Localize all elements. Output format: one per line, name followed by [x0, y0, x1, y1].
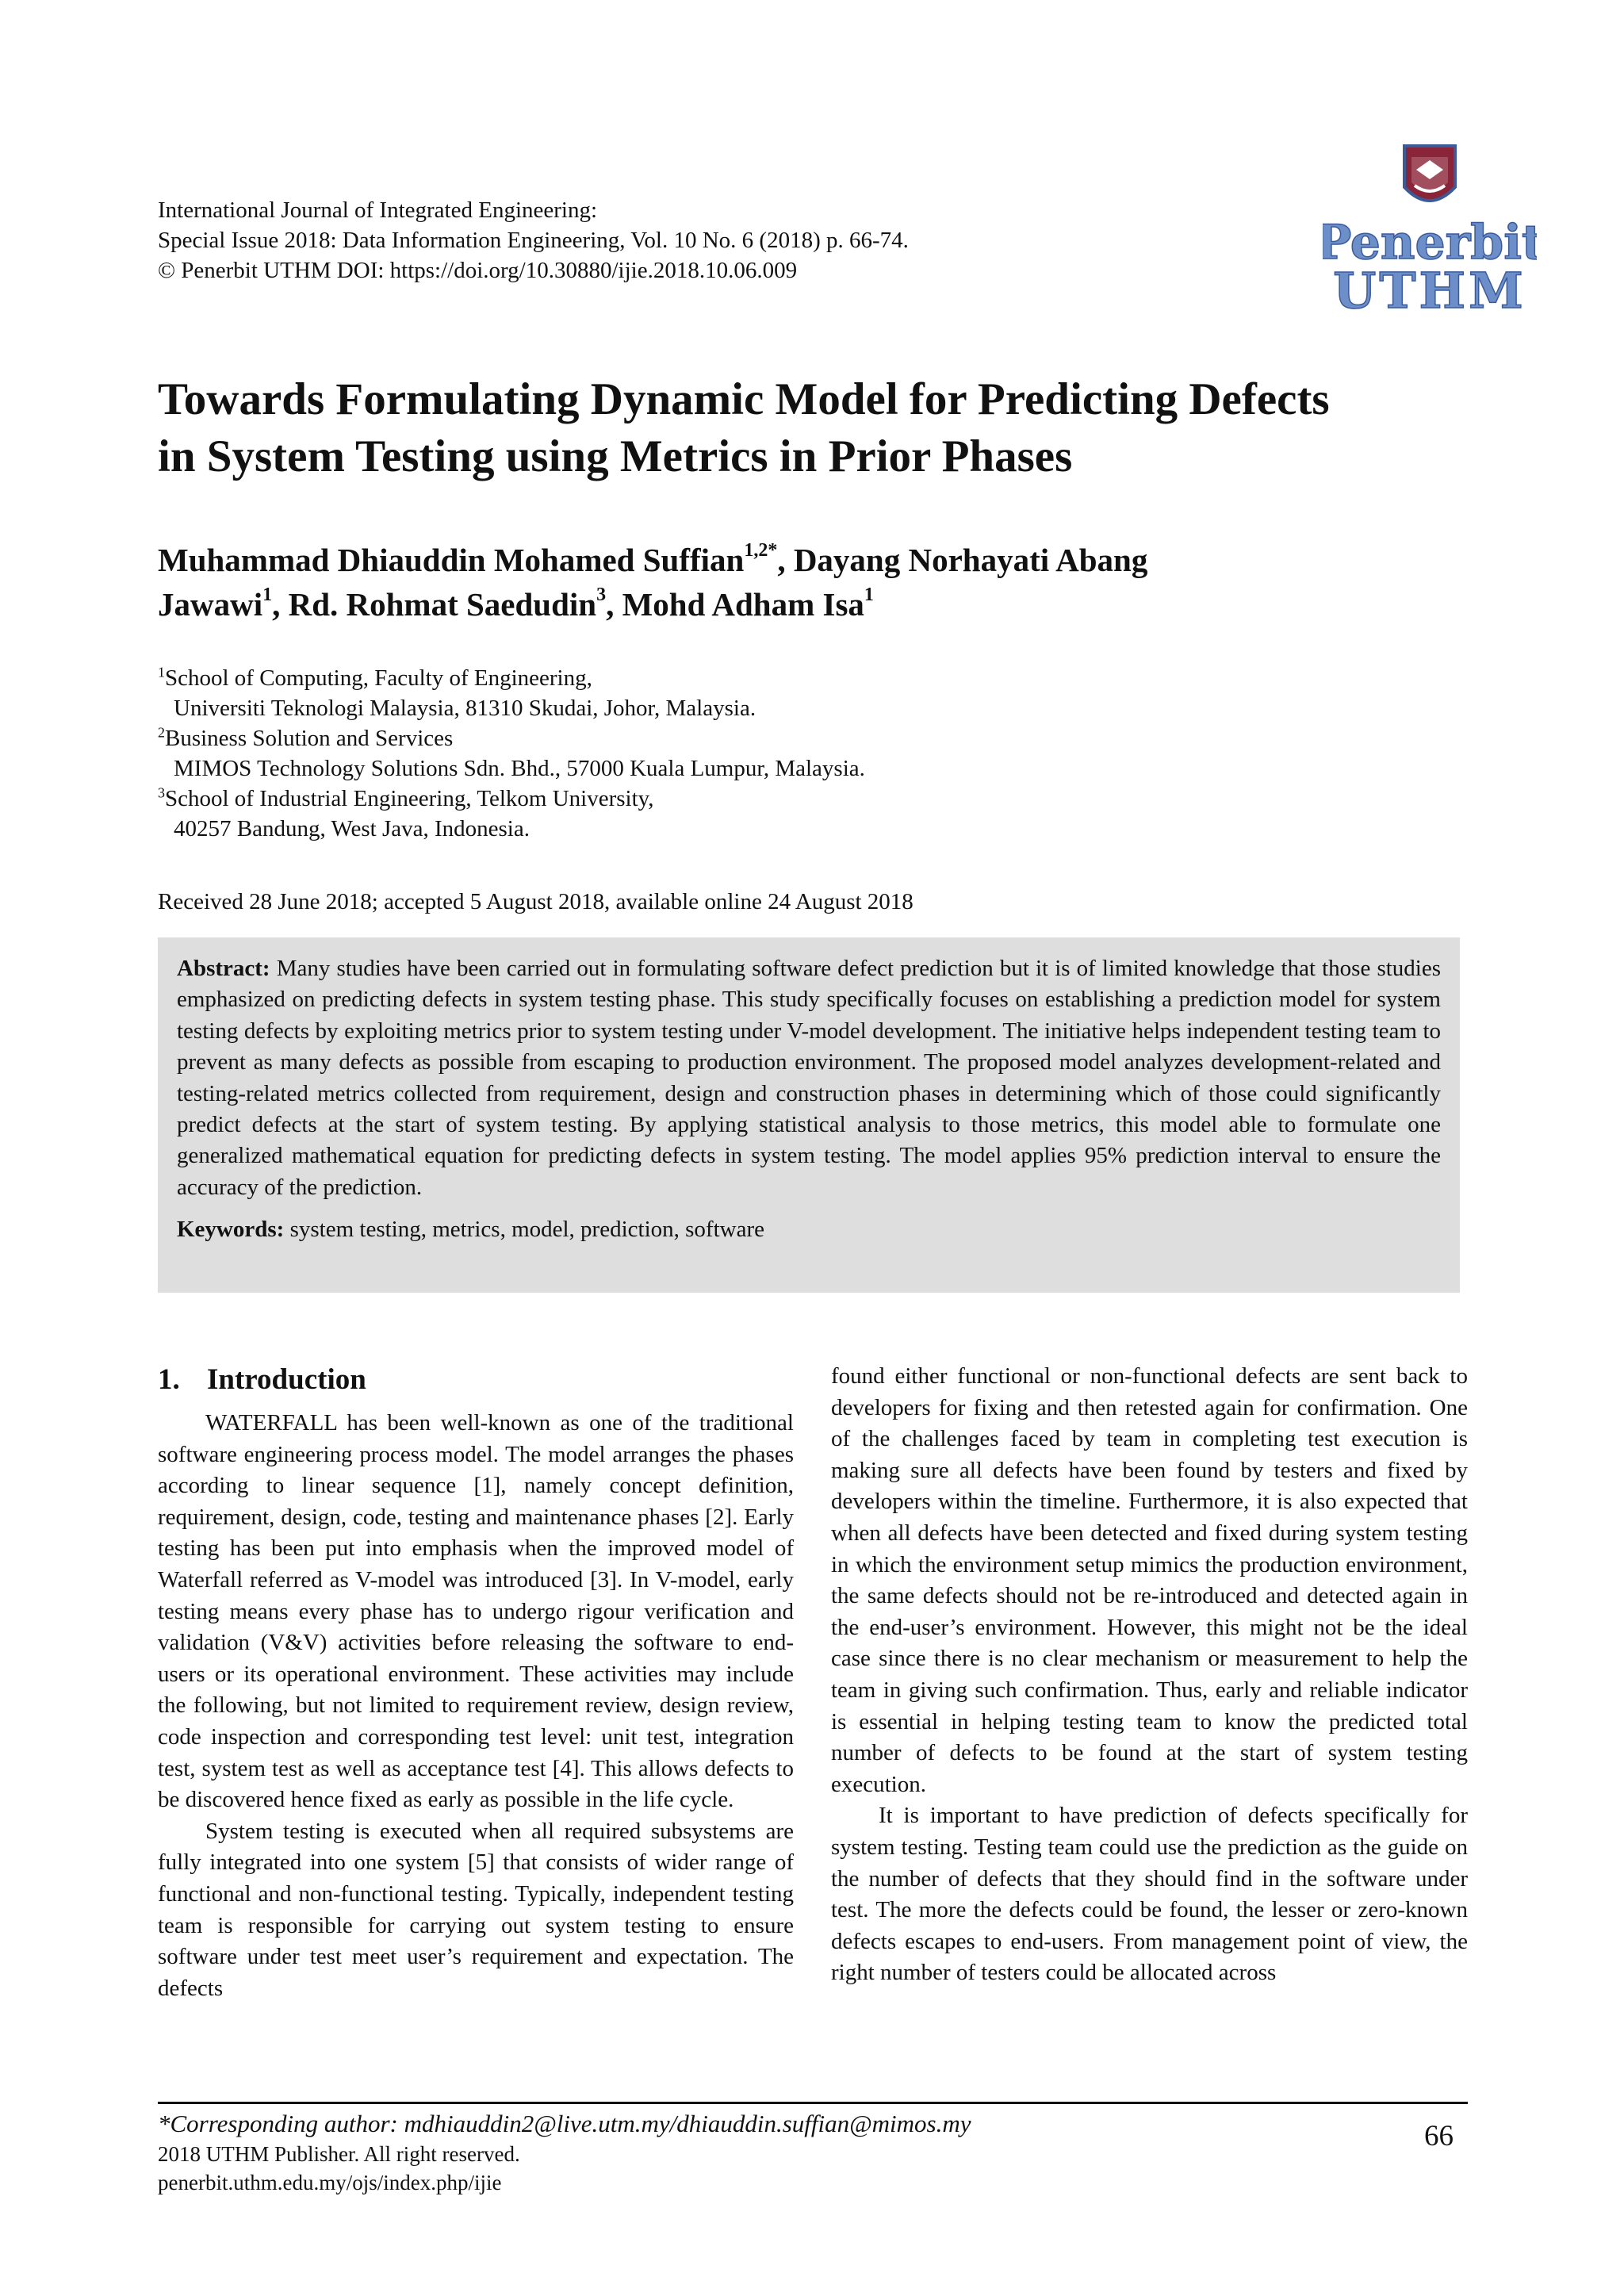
affiliations	[158, 663, 1427, 844]
keywords-text: system testing, metrics, model, prediction, software	[289, 1217, 764, 1243]
paper-title	[158, 371, 1474, 485]
keywords	[177, 1214, 1441, 1244]
body-column-right	[831, 1361, 1468, 1989]
affiliation-3-name: School of Industrial Engineering, Telkom University,	[165, 786, 654, 811]
penerbit-uthm-logo	[1323, 141, 1537, 316]
affiliation-2-sup: 2	[158, 724, 165, 741]
journal-url: penerbit.uthm.edu.my/ojs/index.php/ijie	[158, 2171, 502, 2194]
section-number: 1.	[158, 1363, 180, 1396]
affiliation-1-sup: 1	[158, 664, 165, 680]
paragraph: WATERFALL has been well-known as one of the traditional software engineering process model. The model arranges the phases according to linear sequence [1], namely concept definition, requirement, design, code, testing and maintenance phases [2]. Early testing has been put into emphasis when the improved model of Waterfall referred as V-model was introduced [3]. In V-model, early testing means every phase has to undergo rigour verification and validation (V&V) activities before releasing the software to end-users or its operational environment. These activities may include the following, but not limited to requirement review, design review, code inspection and corresponding test level: unit test, integration test, system test as well as acceptance test [4]. This allows defects to be discovered hence fixed as early as possible in the life cycle.	[158, 1410, 794, 1813]
logo-line2: UTHM	[1333, 262, 1526, 316]
author-3-sup: 3	[596, 585, 607, 606]
abstract	[177, 953, 1441, 1203]
affiliation-1-line-1	[158, 663, 1427, 693]
author-1: Muhammad Dhiauddin Mohamed Suffian	[158, 542, 745, 578]
logo-emblem-icon	[1323, 141, 1537, 316]
author-sep-3: , Mohd Adham Isa	[606, 586, 864, 623]
logo-line1: Penerbit	[1323, 215, 1537, 270]
author-sep-2: , Rd. Rohmat Saedudin	[272, 586, 597, 623]
doi-info: © Penerbit UTHM DOI: https://doi.org/10.30880/ijie.2018.10.06.009	[158, 258, 798, 283]
publisher-info	[158, 2140, 520, 2197]
journal-name: International Journal of Integrated Engineering:	[158, 197, 598, 223]
author-2: Jawawi	[158, 586, 263, 623]
affiliation-1-name: School of Computing, Faculty of Engineering,	[165, 665, 592, 691]
paragraph: It is important to have prediction of defects specifically for system testing. Testing team could use the prediction as the guide on the number of defects that they should find in the software under test. The more the defects could be found, the lesser or zero-known defects escapes to end-users. From management point of view, the right number of testers could be allocated across	[831, 1803, 1468, 1986]
affiliation-2-line-1	[158, 723, 1427, 753]
affiliation-3-line-2: 40257 Bandung, West Java, Indonesia.	[174, 816, 530, 841]
corresponding-author: *Corresponding author: mdhiauddin2@live.utm.my/dhiauddin.suffian@mimos.my	[158, 2110, 971, 2137]
section-title: Introduction	[207, 1363, 366, 1396]
abstract-text: Many studies have been carried out in formulating software defect prediction but it is of limited knowledge that those studies emphasized on predicting defects in system testing phase. This study specifically focuses on establishing a prediction model for system testing defects by exploiting metrics prior to system testing under V-model development. The initiative helps independent testing team to prevent as many defects as possible from escaping to production environment. The proposed model analyzes development-related and testing-related metrics collected from requirement, design and construction phases in determining which of those could significantly predict defects at the start of system testing. By applying statistical analysis to those metrics, this model able to formulate one generalized mathematical equation for predicting defects in system testing. The model applies 95% prediction interval to ensure the accuracy of the prediction.	[177, 956, 1441, 1200]
copyright-notice: 2018 UTHM Publisher. All right reserved.	[158, 2142, 520, 2166]
paragraph: found either functional or non-functional defects are sent back to developers for fixing and then retested again for confirmation. One of the challenges faced by team in completing test execution is making sure all defects have been found by testers and fixed by developers within the timeline. Furthermore, it is also expected that when all defects have been detected and fixed during system testing in which the environment setup mimics the production environment, the same defects should not be re-introduced and detected again in the end-user’s environment. However, this might not be the ideal case since there is no clear mechanism or measurement to help the team in giving such confirmation. Thus, early and reliable indicator is essential in helping testing team to know the predicted total number of defects to be found at the start of system testing execution.	[831, 1363, 1468, 1797]
author-2-sup: 1	[262, 585, 273, 606]
page-number: 66	[1424, 2120, 1454, 2152]
author-list	[158, 538, 1474, 627]
affiliation-2-name: Business Solution and Services	[165, 726, 454, 751]
author-sep-1: , Dayang Norhayati Abang	[777, 542, 1148, 578]
title-line-2: in System Testing using Metrics in Prior Phases	[158, 431, 1073, 481]
received-dates: Received 28 June 2018; accepted 5 August 2018, available online 24 August 2018	[158, 889, 914, 914]
section-heading	[158, 1361, 366, 1399]
body-column-left	[158, 1408, 794, 2004]
keywords-label: Keywords:	[177, 1217, 285, 1243]
issue-info: Special Issue 2018: Data Information Engineering, Vol. 10 No. 6 (2018) p. 66-74.	[158, 228, 909, 253]
affiliation-1-line-2: Universiti Teknologi Malaysia, 81310 Skudai, Johor, Malaysia.	[174, 696, 756, 721]
author-1-sup: 1,2*	[744, 540, 778, 562]
author-4-sup: 1	[864, 585, 874, 606]
affiliation-3-line-1	[158, 784, 1427, 814]
abstract-box	[158, 937, 1460, 1293]
abstract-label: Abstract:	[177, 956, 270, 981]
title-line-1: Towards Formulating Dynamic Model for Predicting Defects	[158, 374, 1330, 424]
journal-header	[158, 195, 1268, 286]
affiliation-3-sup: 3	[158, 784, 165, 801]
paragraph: System testing is executed when all required subsystems are fully integrated into one system [5] that consists of wider range of functional and non-functional testing. Typically, independent testing team is responsible for carrying out system testing to ensure software under test meet user’s requirement and expectation. The defects	[158, 1818, 794, 2001]
footer-divider	[158, 2102, 1468, 2104]
affiliation-2-line-2: MIMOS Technology Solutions Sdn. Bhd., 57000 Kuala Lumpur, Malaysia.	[174, 756, 865, 781]
